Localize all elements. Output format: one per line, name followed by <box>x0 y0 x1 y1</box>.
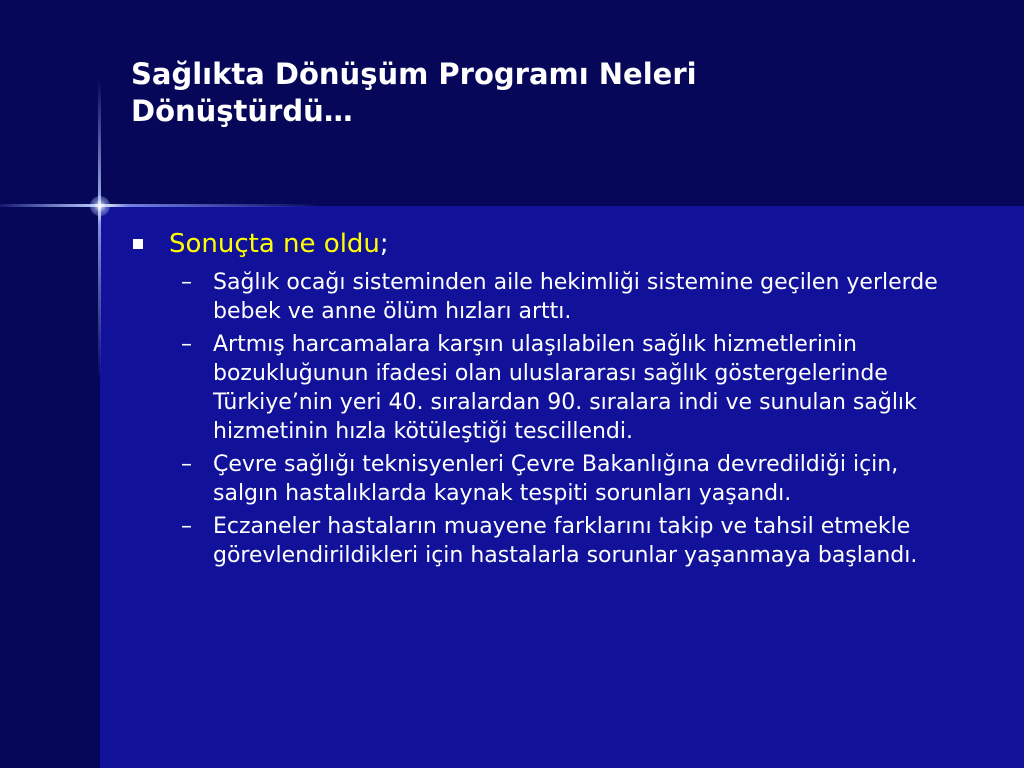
dash-bullet-icon: – <box>181 514 192 539</box>
dash-bullet-icon: – <box>181 270 192 295</box>
left-band <box>0 206 100 768</box>
sub-bullet-text: Eczaneler hastaların muayene farklarını takip ve tahsil etmekle görevlendirildikleri için hastalarla sorunlar yaşanmaya başlandı. <box>213 514 918 568</box>
square-bullet-icon <box>133 239 143 249</box>
sub-bullet-text: Artmış harcamalara karşın ulaşılabilen sağlık hizmetlerinin bozukluğunun ifadesi olan uluslararası sağlık göstergelerinde Türkiye’nin yeri 40. sıralardan 90. sıralara indi ve sunulan sağlık hizmetinin hızla kötüleştiği tescillendi. <box>213 332 917 444</box>
sub-bullet-text: Çevre sağlığı teknisyenleri Çevre Bakanlığına devredildiği için, salgın hastalıklarda kaynak tespiti sorunları yaşandı. <box>213 452 899 506</box>
dash-bullet-icon: – <box>181 452 192 477</box>
main-bullet-text: Sonuçta ne oldu <box>169 229 380 259</box>
sub-bullet-text: Sağlık ocağı sisteminden aile hekimliği sistemine geçilen yerlerde bebek ve anne ölüm hızları arttı. <box>213 270 938 324</box>
main-bullet-suffix: ; <box>379 229 389 259</box>
sub-bullet-list <box>131 268 951 570</box>
bullet-block <box>131 226 951 574</box>
sub-bullet-item <box>131 512 951 570</box>
sub-bullet-item <box>131 268 951 326</box>
light-flare-glow <box>90 196 110 216</box>
sub-bullet-item <box>131 330 951 446</box>
light-flare-horizontal <box>0 204 320 207</box>
dash-bullet-icon: – <box>181 332 192 357</box>
main-bullet <box>131 226 951 262</box>
slide-title: Sağlıkta Dönüşüm Programı Neleri Dönüştürdü… <box>131 57 697 128</box>
sub-bullet-item <box>131 450 951 508</box>
light-flare-vertical <box>98 80 101 380</box>
